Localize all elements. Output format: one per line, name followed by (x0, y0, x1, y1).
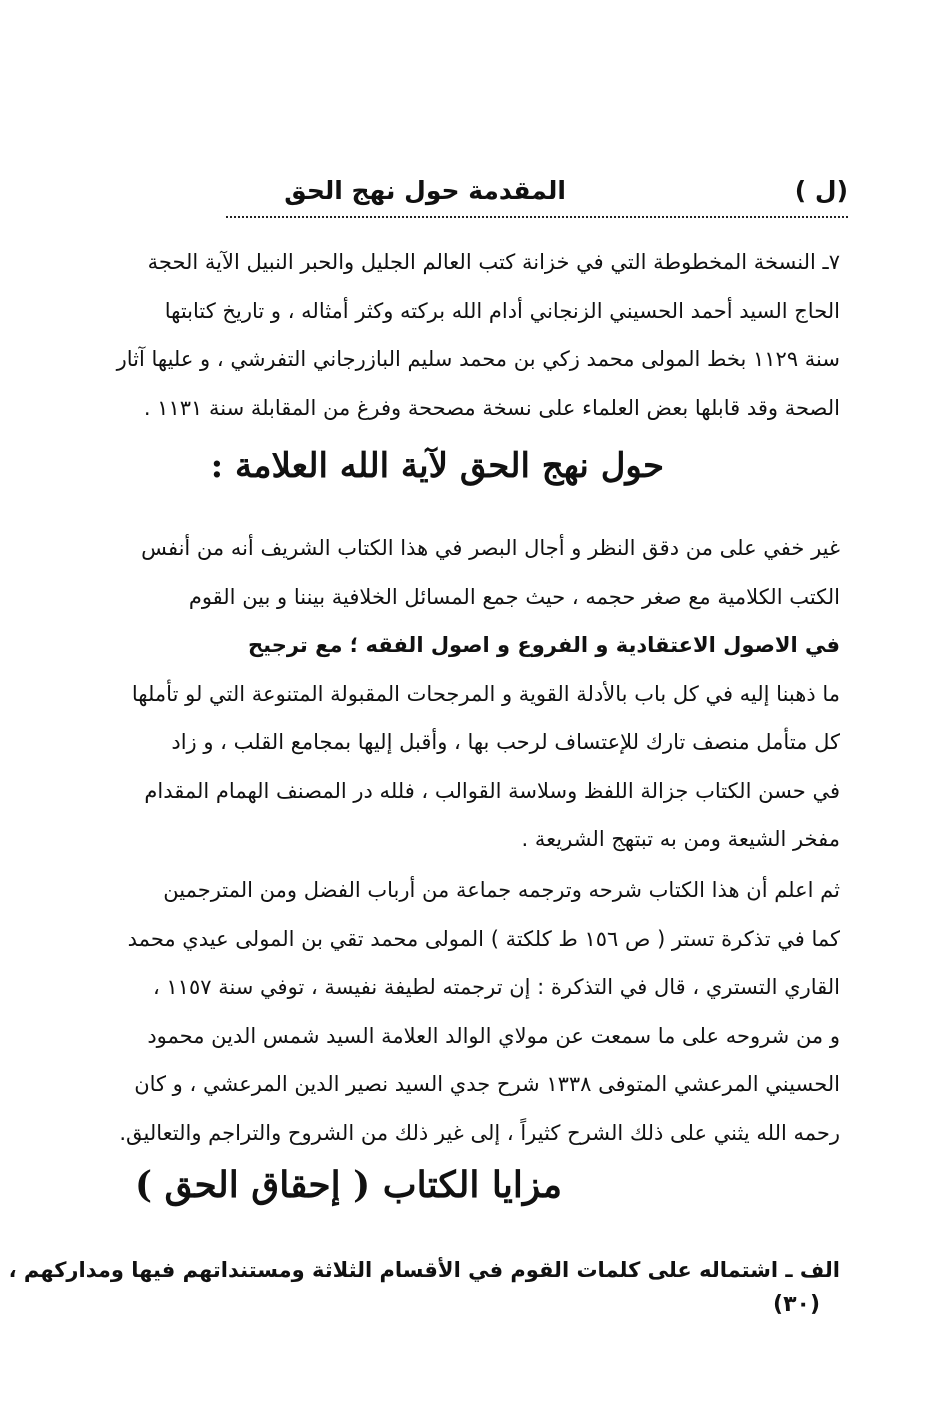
section-heading-about-book: حول نهج الحق لآية الله العلامة : (210, 446, 664, 486)
manuscript-paragraph (98, 238, 840, 432)
about-book-paragraph (98, 524, 840, 864)
text-line: ثم اعلم أن هذا الكتاب شرحه وترجمه جماعة من أرباب الفضل ومن المترجمين (163, 878, 840, 902)
text-line-bold: في الاصول الاعتقادية و الفروع و اصول الفقه ؛ مع ترجيح (248, 633, 840, 657)
text-line: الكتب الكلامية مع صغر حجمه ، حيث جمع المسائل الخلافية بيننا و بين القوم (188, 584, 840, 609)
text-line-bold: الف ـ اشتماله على كلمات القوم في الأقسام الثلاثة ومستنداتهم فيها ومداركهم ، (8, 1258, 840, 1282)
text-line: ما ذهبنا إليه في كل باب بالأدلة القوية و المرجحات المقبولة المتنوعة التي لو تأملها (131, 681, 840, 706)
text-line: رحمه الله يثني على ذلك الشرح كثيراً ، إلى غير ذلك من الشروح والتراجم والتعاليق. (119, 1120, 840, 1145)
page-number: (٣٠) (773, 1292, 820, 1317)
text-line: القاري التستري ، قال في التذكرة : إن ترجمته لطيفة نفيسة ، توفي سنة ١١٥٧ ، (152, 975, 840, 999)
text-line: غير خفي على من دقق النظر و أجال البصر في هذا الكتاب الشريف أنه من أنفس (141, 536, 840, 560)
text-line: و من شروحه على ما سمعت عن مولاي الوالد العلامة السيد شمس الدين محمود (147, 1023, 840, 1048)
text-line: الصحة وقد قابلها بعض العلماء على نسخة مصححة وفرغ من المقابلة سنة ١١٣١ . (143, 395, 840, 420)
text-line: في حسن الكتاب جزالة اللفظ وسلاسة القوالب ، فلله در المصنف الهمام المقدام (144, 778, 840, 803)
features-paragraph (8, 1246, 840, 1295)
text-line: سنة ١١٢٩ بخط المولى محمد زكي بن محمد سليم البازرجاني التفرشي ، و عليها آثار (116, 347, 840, 371)
running-header (226, 170, 848, 218)
header-title: المقدمة حول نهج الحق (284, 176, 566, 205)
commentaries-paragraph (98, 866, 840, 1157)
text-line: الحاج السيد أحمد الحسيني الزنجاني أدام الله بركته وكثر أمثاله ، و تاريخ كتابتها (164, 298, 840, 323)
header-page-letter: (ل ) (794, 176, 848, 205)
section-heading-features: مزايا الكتاب ( إحقاق الحق ) (134, 1164, 562, 1206)
text-line: الحسيني المرعشي المتوفى ١٣٣٨ شرح جدي السيد نصير الدين المرعشي ، و كان (134, 1072, 840, 1096)
text-line: كما في تذكرة تستر ( ص ١٥٦ ط كلكتة ) المولى محمد تقي بن المولى عيدي محمد (127, 926, 840, 951)
text-line: مفخر الشيعة ومن به تبتهج الشريعة . (521, 827, 840, 851)
text-line: كل متأمل منصف تارك للإعتساف لرحب بها ، وأقبل إليها بمجامع القلب ، و زاد (171, 730, 840, 754)
text-line: ٧ـ النسخة المخطوطة التي في خزانة كتب العالم الجليل والحبر النبيل الآية الحجة (147, 250, 840, 274)
